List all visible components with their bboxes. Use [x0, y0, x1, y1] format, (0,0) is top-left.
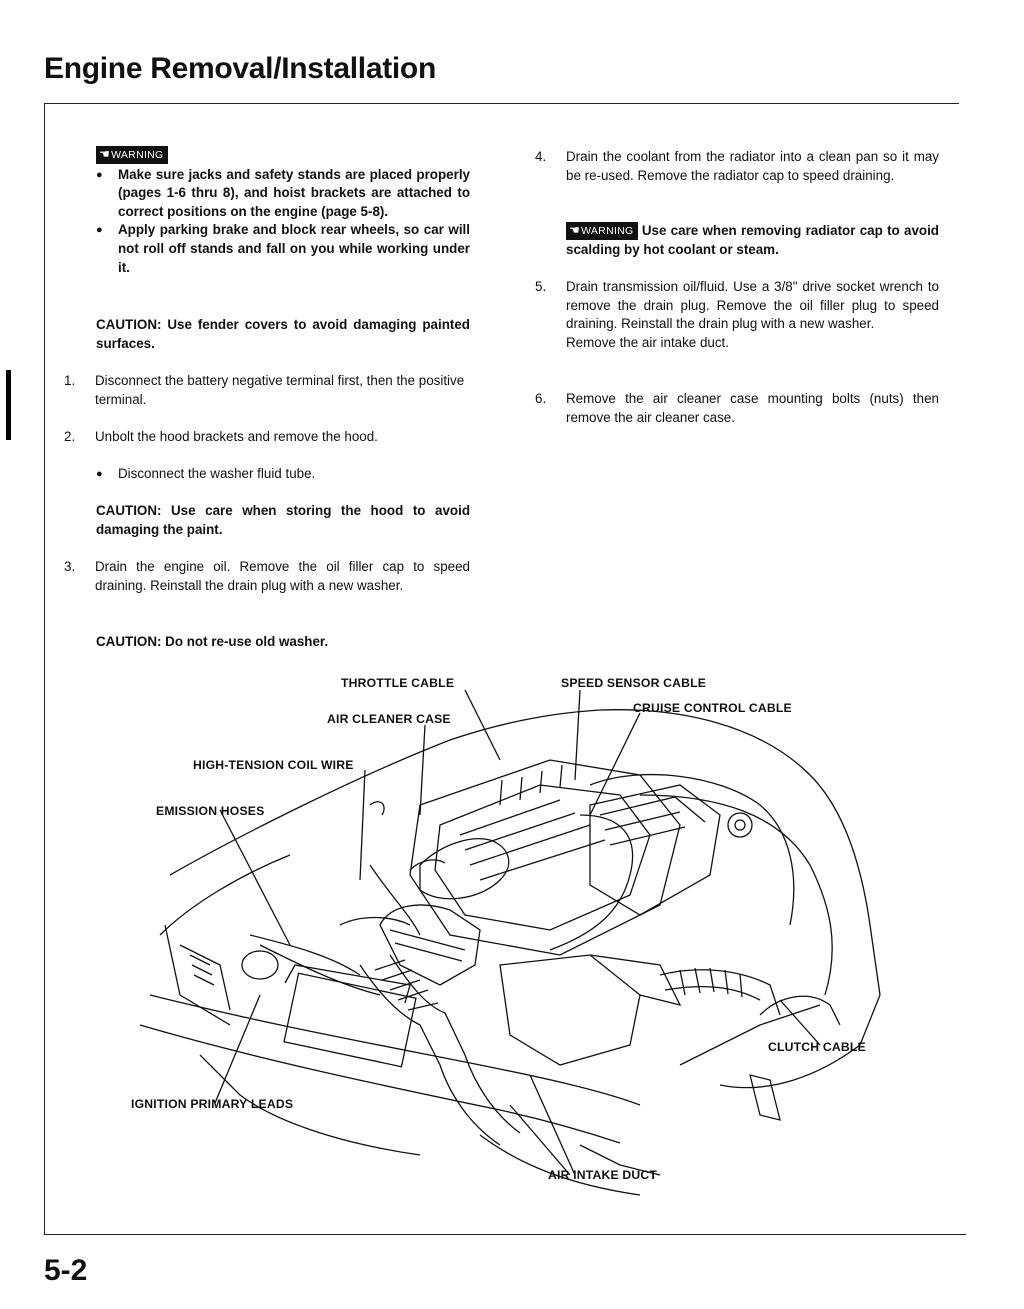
caution-washer: CAUTION: Do not re-use old washer. — [96, 634, 329, 649]
page-number: 5-2 — [44, 1254, 88, 1287]
warning-block — [96, 146, 470, 277]
step-5-extra: Remove the air intake duct. — [566, 334, 730, 350]
callout-air-intake-duct: AIR INTAKE DUCT — [548, 1168, 658, 1182]
callout-emission-hoses: EMISSION HOSES — [156, 804, 265, 818]
left-rule — [44, 103, 45, 1235]
callout-high-tension-coil-wire: HIGH-TENSION COIL WIRE — [193, 758, 354, 772]
warning-badge: ☚WARNING — [96, 146, 168, 164]
bullet-icon: ● — [96, 224, 103, 237]
bullet-icon: ● — [96, 168, 103, 181]
step-5: 5. Drain transmission oil/fluid. Use a 3/8" drive socket wrench to remove the drain plug. Remove the oil filler plug to speed draining. Reinstall the drain plug with a new washer. Remove the air intake duct. — [535, 278, 939, 352]
bullet-icon: ● — [96, 468, 103, 480]
warning-badge: ☚WARNING — [566, 222, 638, 240]
top-rule — [44, 103, 959, 104]
engine-bay-drawing — [120, 665, 1000, 1225]
callout-ignition-primary-leads: IGNITION PRIMARY LEADS — [131, 1097, 294, 1111]
bottom-rule — [44, 1234, 966, 1235]
step-1: 1. Disconnect the battery negative terminal first, then the positive terminal. — [64, 373, 465, 407]
step-2: 2. Unbolt the hood brackets and remove the hood. — [64, 429, 378, 444]
radiator-warning: ☚WARNING Use care when removing radiator cap to avoid scalding by hot coolant or steam. — [566, 223, 939, 257]
callout-cruise-control-cable: CRUISE CONTROL CABLE — [633, 701, 792, 715]
callout-throttle-cable: THROTTLE CABLE — [341, 676, 455, 690]
callout-clutch-cable: CLUTCH CABLE — [768, 1040, 866, 1054]
hand-warning-icon: ☚ — [99, 147, 111, 161]
caution-hood: CAUTION: Use care when storing the hood to avoid damaging the paint. — [96, 503, 470, 537]
revision-bar — [6, 370, 11, 440]
callout-speed-sensor-cable: SPEED SENSOR CABLE — [561, 676, 707, 690]
warning-bullet: ● Apply parking brake and block rear wheels, so car will not roll off stands and fall on you while working under it. — [96, 221, 470, 277]
engine-bay-illustration — [120, 665, 1000, 1225]
page-title: Engine Removal/Installation — [44, 52, 436, 85]
step-2-bullet: ● Disconnect the washer fluid tube. — [96, 465, 470, 484]
caution-fender: CAUTION: Use fender covers to avoid damaging painted surfaces. — [96, 317, 470, 351]
hand-warning-icon: ☚ — [569, 223, 581, 237]
step-3: 3. Drain the engine oil. Remove the oil filler cap to speed draining. Reinstall the drain plug with a new washer. — [64, 559, 470, 593]
warning-bullet: ● Make sure jacks and safety stands are placed properly (pages 1-6 thru 8), and hoist brackets are attached to correct positions on the engine (page 5-8). — [96, 166, 470, 222]
callout-air-cleaner-case: AIR CLEANER CASE — [327, 712, 451, 726]
step-6: 6. Remove the air cleaner case mounting bolts (nuts) then remove the air cleaner case. — [535, 391, 939, 425]
step-4: 4. Drain the coolant from the radiator into a clean pan so it may be re-used. Remove the radiator cap to speed draining. — [535, 149, 939, 183]
